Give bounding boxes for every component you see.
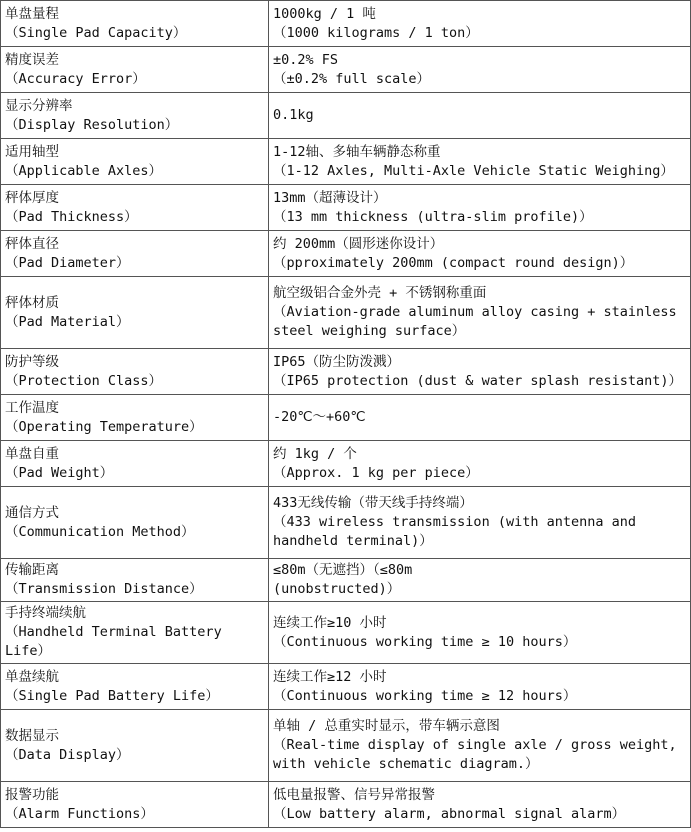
spec-label-cell: [1, 395, 269, 441]
spec-label-en: （Pad Material）: [5, 313, 130, 330]
spec-label-cell: [1, 710, 269, 782]
spec-label-zh: 秤体直径: [5, 235, 59, 252]
spec-label-en: （Accuracy Error）: [5, 70, 146, 87]
spec-label-cell: [1, 277, 269, 349]
spec-label-zh: 单盘自重: [5, 445, 59, 462]
spec-label-cell: [1, 349, 269, 395]
spec-label-cell: [1, 185, 269, 231]
spec-value-cell: [269, 231, 691, 277]
spec-value-zh: 1000kg / 1 吨: [273, 5, 376, 22]
spec-value-en: （Approx. 1 kg per piece）: [273, 464, 479, 481]
spec-value-en: （±0.2% full scale）: [273, 70, 431, 87]
spec-label-zh: 数据显示: [5, 727, 59, 744]
spec-label-zh: 显示分辨率: [5, 97, 73, 114]
spec-value-cell: [269, 441, 691, 487]
spec-label-cell: [1, 487, 269, 559]
spec-value-zh: 13mm（超薄设计）: [273, 189, 387, 206]
spec-row: [1, 139, 691, 185]
spec-row: [1, 559, 691, 602]
spec-label-zh: 防护等级: [5, 353, 59, 370]
spec-label-en: （Handheld Terminal Battery Life）: [5, 624, 230, 659]
spec-value-cell: [269, 395, 691, 441]
spec-value-cell: [269, 782, 691, 828]
spec-label-zh: 适用轴型: [5, 143, 59, 160]
spec-value-zh: 约 200mm（圆形迷你设计）: [273, 235, 444, 252]
spec-value-zh: 1-12轴、多轴车辆静态称重: [273, 143, 441, 160]
spec-label-zh: 单盘量程: [5, 5, 59, 22]
spec-value-en: （1000 kilograms / 1 ton）: [273, 24, 479, 41]
spec-label-zh: 报警功能: [5, 786, 59, 803]
spec-row: [1, 602, 691, 664]
spec-value-cell: [269, 349, 691, 395]
spec-label-zh: 秤体厚度: [5, 189, 59, 206]
spec-row: [1, 185, 691, 231]
spec-label-en: （Protection Class）: [5, 372, 163, 389]
spec-row: [1, 277, 691, 349]
spec-value-zh: 航空级铝合金外壳 + 不锈钢称重面: [273, 285, 487, 301]
spec-label-en: （Data Display）: [5, 746, 130, 763]
spec-value-cell: [269, 1, 691, 47]
spec-value-cell: [269, 602, 691, 664]
spec-label-cell: [1, 47, 269, 93]
spec-value-en: （Continuous working time ≥ 10 hours）: [273, 633, 577, 650]
spec-label-zh: 通信方式: [5, 504, 59, 521]
spec-label-zh: 单盘续航: [5, 668, 59, 685]
spec-label-cell: [1, 441, 269, 487]
spec-value-en: （1-12 Axles, Multi-Axle Vehicle Static Weighing）: [273, 162, 674, 179]
spec-label-cell: [1, 139, 269, 185]
spec-row: [1, 47, 691, 93]
spec-value-cell: [269, 664, 691, 710]
spec-label-zh: 手持终端续航: [5, 605, 86, 621]
spec-row: [1, 441, 691, 487]
spec-value-cell: [269, 47, 691, 93]
spec-value-cell: [269, 277, 691, 349]
spec-label-cell: [1, 664, 269, 710]
spec-value-cell: [269, 93, 691, 139]
spec-value-zh: ±0.2% FS: [273, 51, 339, 68]
spec-label-cell: [1, 1, 269, 47]
spec-value-en: （13 mm thickness (ultra-slim profile)）: [273, 208, 593, 225]
spec-value-en: （Aviation-grade aluminum alloy casing + stainless steel weighing surface）: [273, 304, 685, 339]
spec-label-cell: [1, 559, 269, 602]
spec-row: [1, 664, 691, 710]
spec-value-zh: 约 1kg / 个: [273, 445, 357, 462]
spec-table-body: [1, 1, 691, 828]
spec-label-en: （Display Resolution）: [5, 116, 179, 133]
spec-label-zh: 秤体材质: [5, 294, 59, 311]
spec-label-cell: [1, 782, 269, 828]
spec-label-cell: [1, 602, 269, 664]
spec-label-zh: 传输距离: [5, 562, 59, 578]
spec-row: [1, 349, 691, 395]
spec-value-cell: [269, 185, 691, 231]
spec-label-en: （Single Pad Battery Life）: [5, 687, 219, 704]
spec-value-en: （IP65 protection (dust & water splash resistant)）: [273, 372, 683, 389]
spec-label-en: （Single Pad Capacity）: [5, 24, 187, 41]
spec-row: [1, 231, 691, 277]
spec-value-zh: 低电量报警、信号异常报警: [273, 786, 435, 803]
spec-label-en: （Operating Temperature）: [5, 418, 203, 435]
spec-value-zh: 连续工作≥10 小时: [273, 614, 387, 631]
spec-label-en: （Pad Diameter）: [5, 254, 130, 271]
spec-label-en: （Communication Method）: [5, 523, 195, 540]
spec-value-en: (unobstructed)）: [273, 581, 401, 597]
spec-value-en: （Real-time display of single axle / gross weight, with vehicle schematic diagram.）: [273, 737, 685, 772]
spec-value-en: （Low battery alarm, abnormal signal alarm）: [273, 805, 626, 822]
spec-value-zh: 连续工作≥12 小时: [273, 668, 387, 685]
spec-value-en: （433 wireless transmission (with antenna and handheld terminal)）: [273, 514, 645, 549]
spec-value-zh: 433无线传输（带天线手持终端）: [273, 495, 473, 511]
spec-value-zh: IP65（防尘防泼溅）: [273, 353, 401, 370]
spec-value-zh: 单轴 / 总重实时显示，带车辆示意图: [273, 718, 500, 734]
spec-value-en: （Continuous working time ≥ 12 hours）: [273, 687, 577, 704]
spec-label-en: （Pad Weight）: [5, 464, 114, 481]
spec-row: [1, 710, 691, 782]
spec-value-cell: [269, 559, 691, 602]
spec-value-cell: [269, 139, 691, 185]
spec-label-cell: [1, 231, 269, 277]
spec-value-cell: [269, 487, 691, 559]
spec-label-en: （Pad Thickness）: [5, 208, 138, 225]
spec-value-zh: ≤80m（无遮挡）（≤80m: [273, 562, 413, 578]
spec-label-cell: [1, 93, 269, 139]
spec-row: [1, 782, 691, 828]
spec-row: [1, 395, 691, 441]
spec-label-zh: 精度误差: [5, 51, 59, 68]
spec-value-en: （pproximately 200mm (compact round design)）: [273, 254, 634, 271]
spec-row: [1, 93, 691, 139]
spec-value-cell: [269, 710, 691, 782]
spec-row: [1, 487, 691, 559]
spec-value-zh: -20℃～+60℃: [273, 409, 366, 425]
spec-value-zh: 0.1kg: [273, 107, 314, 123]
spec-label-en: （Alarm Functions）: [5, 805, 154, 822]
spec-label-zh: 工作温度: [5, 399, 59, 416]
spec-row: [1, 1, 691, 47]
spec-label-en: （Applicable Axles）: [5, 162, 163, 179]
spec-label-en: （Transmission Distance）: [5, 581, 203, 597]
